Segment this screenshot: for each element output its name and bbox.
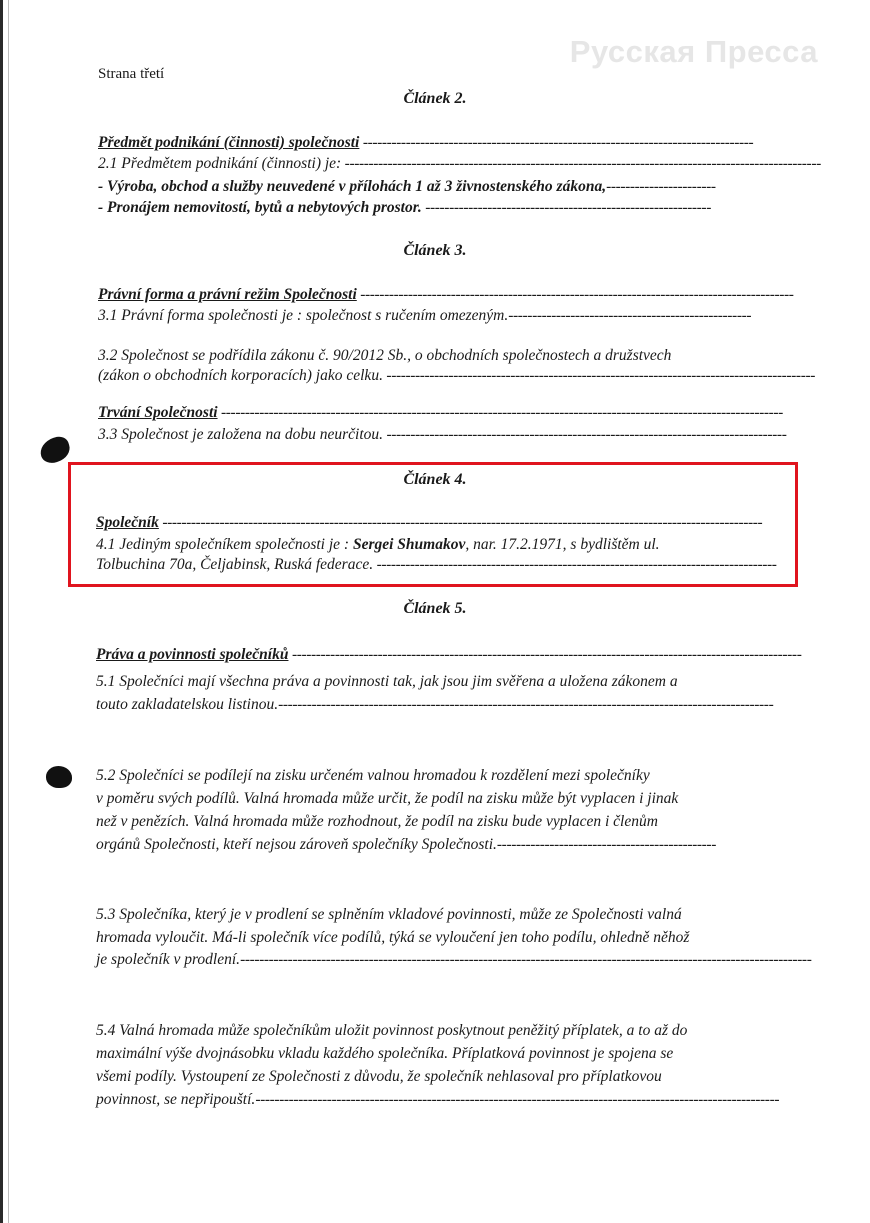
line-3-3-text: 3.3 Společnost je založena na dobu neurčitou. [98,426,383,443]
line-3-1-text: 3.1 Právní forma společnosti je : společnost s ručením omezeným. [98,307,509,324]
item-2-text: - Pronájem nemovitostí, bytů a nebytových prostor. [98,199,422,216]
p5-4-line-3: všemi podíly. Vystoupení ze Společnosti z důvodu, že společník nehlasoval pro příplatkovou [96,1068,662,1085]
item-1-text: - Výroba, obchod a služby neuvedené v přílohách 1 až 3 živnostenského zákona, [98,178,607,195]
p5-2-line-2: v poměru svých podílů. Valná hromada může určit, že podíl na zisku může být vyplacen i jinak [96,790,679,807]
p5-3-line-2: hromada vyloučit. Má-li společník více podílů, týká se vyloučení jen toho podílu, ohledně něhož [96,929,690,946]
partner-heading-line: Společník ------------------------------------------------------------------------------------------------------------------------------ [96,514,763,531]
article-3-heading: Článek 3. [403,242,467,259]
page-label: Strana třetí [98,66,165,82]
legal-heading: Právní forma a právní režim Společnosti [98,286,357,303]
subject-heading-line: Předmět podnikání (činnosti) společnosti ---------------------------------------------------------------------------------- [98,134,754,151]
p5-3-line-3: je společník v prodlení.------------------------------------------------------------------------------------------------------------------------ [96,951,812,968]
line-2-1: 2.1 Předmětem podnikání (činnosti) je: ---------------------------------------------------------------------------------------------------- [98,155,821,172]
line-3-3: 3.3 Společnost je založena na dobu neurčitou. ------------------------------------------------------------------------------------ [98,426,787,443]
p5-2-line-1: 5.2 Společníci se podílejí na zisku určeném valnou hromadou k rozdělení mezi společníky [96,767,650,784]
subject-heading: Předmět podnikání (činnosti) společnosti [98,134,360,151]
line-2-1-text: 2.1 Předmětem podnikání (činnosti) je: [98,155,342,172]
legal-heading-line: Právní forma a právní režim Společnosti ------------------------------------------------------------------------------------------- [98,286,794,303]
article-4-heading: Článek 4. [403,471,467,488]
item-1: - Výroba, obchod a služby neuvedené v přílohách 1 až 3 živnostenského zákona,----------------------- [98,178,716,195]
p5-4-line-4-text: povinnost, se nepřipouští. [96,1091,256,1108]
line-4-1b-text: Tolbuchina 70a, Čeljabinsk, Ruská federace. [96,556,374,573]
item-2: - Pronájem nemovitostí, bytů a nebytových prostor. ------------------------------------------------------------ [98,199,711,216]
duration-heading-line: Trvání Společnosti ---------------------------------------------------------------------------------------------------------------------- [98,404,783,421]
line-3-2b-text: (zákon o obchodních korporacích) jako celku. [98,367,383,384]
p5-1-line-2: touto zakladatelskou listinou.-------------------------------------------------------------------------------------------------------- [96,696,774,713]
line-3-1: 3.1 Právní forma společnosti je : společnost s ručením omezeným.--------------------------------------------------- [98,307,752,324]
line-4-1b: Tolbuchina 70a, Čeljabinsk, Ruská federace. ------------------------------------------------------------------------------------ [96,556,777,573]
p5-4-line-4: povinnost, se nepřipouští.-------------------------------------------------------------------------------------------------------------- [96,1091,780,1108]
p5-1-line-1: 5.1 Společníci mají všechna práva a povinnosti tak, jak jsou jim svěřena a uložena zákonem a [96,673,678,690]
p5-2-line-4: orgánů Společnosti, kteří nejsou zároveň společníky Společnosti.---------------------------------------------- [96,836,716,853]
line-3-2b: (zákon o obchodních korporacích) jako celku. ------------------------------------------------------------------------------------------ [98,367,815,384]
rights-heading: Práva a povinnosti společníků [96,646,289,663]
p5-2-line-3: než v penězích. Valná hromada může rozhodnout, že podíl na zisku bude vyplacen i členům [96,813,658,830]
partner-name: Sergei Shumakov [352,536,466,553]
watermark: Русская Пресса [569,34,818,69]
partner-heading: Společník [96,514,159,531]
p5-4-line-1: 5.4 Valná hromada může společníkům uložit povinnost poskytnout peněžitý příplatek, a to až do [96,1022,688,1039]
punch-hole-mark [46,766,72,788]
line-4-1a [96,535,660,555]
line-3-2a: 3.2 Společnost se podřídila zákonu č. 90/2012 Sb., o obchodních společnostech a družstvech [98,347,672,364]
p5-3-line-3-text: je společník v prodlení. [96,951,241,968]
rights-heading-line: Práva a povinnosti společníků ----------------------------------------------------------------------------------------------------------- [96,646,802,663]
p5-2-line-4-text: orgánů Společnosti, kteří nejsou zároveň společníky Společnosti. [96,836,497,853]
article-5-heading: Článek 5. [403,600,467,617]
p5-4-line-2: maximální výše dvojnásobku vkladu každého společníka. Příplatková povinnost je spojena se [96,1045,674,1062]
p5-1-line-2-text: touto zakladatelskou listinou. [96,696,279,713]
p5-3-line-1: 5.3 Společníka, který je v prodlení se splněním vkladové povinnosti, může ze Společnosti valná [96,906,682,923]
line-4-1a-suffix: , nar. 17.2.1971, s bydlištěm ul. [465,536,660,553]
article-2-heading: Článek 2. [403,90,467,107]
duration-heading: Trvání Společnosti [98,404,218,421]
line-4-1a-prefix: 4.1 Jediným společníkem společnosti je : [96,536,353,553]
